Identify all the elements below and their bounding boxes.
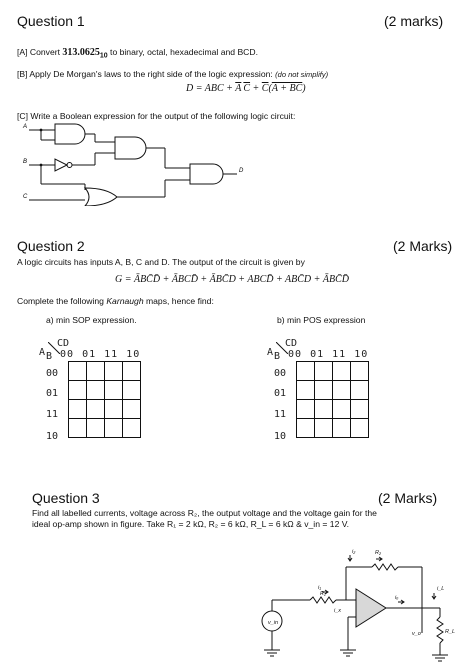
kmap-cell[interactable] — [351, 400, 369, 419]
q2-intro: A logic circuits has inputs A, B, C and D. The output of the circuit is given by — [17, 257, 305, 267]
kmap-col-headers — [60, 349, 140, 360]
q3-line-1: Find all labelled currents, voltage across R₂, the output voltage and the voltage gain for the — [32, 508, 377, 518]
q1-a-suffix: to binary, octal, hexadecimal and BCD. — [107, 47, 258, 57]
opamp-circuit-diagram — [250, 545, 465, 668]
not-gate — [55, 159, 67, 171]
r2-label: R₂ — [375, 550, 382, 556]
kmap-cell[interactable] — [315, 419, 333, 438]
kmap-row-00: 00 — [46, 368, 59, 379]
kmap-cell[interactable] — [315, 381, 333, 400]
q1-a-number: 313.0625 — [62, 47, 100, 58]
q3-line-2: ideal op-amp shown in figure. Take R₁ = 2 kΩ, R₂ = 6 kΩ, R_L = 6 kΩ & v_in = 12 V. — [32, 519, 350, 529]
kmap-cell[interactable] — [105, 419, 123, 438]
ix-label: i_x — [334, 608, 342, 614]
and-gate-2 — [115, 137, 146, 159]
kmap-col-11: 11 — [104, 349, 119, 360]
output-d-label: D — [239, 168, 244, 174]
question-2-marks: (2 Marks) — [393, 238, 453, 254]
kmap-cell[interactable] — [105, 381, 123, 400]
kmap-cell[interactable] — [297, 362, 315, 381]
expr-term-a-bar: $\overline{A}$ — [235, 83, 242, 94]
kmap-cell[interactable] — [333, 362, 351, 381]
q1-part-b — [17, 69, 328, 80]
q2-a-label: a) min SOP expression. — [46, 315, 137, 325]
kmap-col-00: 00 — [288, 349, 303, 360]
kmap-cell[interactable] — [105, 400, 123, 419]
kmap-cell[interactable] — [297, 400, 315, 419]
kmap-col-01: 01 — [82, 349, 97, 360]
kmap-corner-top: CD — [285, 338, 298, 349]
i1-label: i₁ — [318, 585, 321, 591]
q1-part-a — [17, 47, 258, 62]
kmap-cell[interactable] — [69, 362, 87, 381]
question-1-title: Question 1 — [17, 13, 85, 29]
resistor-r2 — [372, 564, 398, 570]
kmap-cell[interactable] — [315, 362, 333, 381]
question-3-marks: (2 Marks) — [378, 490, 438, 506]
q2-b-label: b) min POS expression — [277, 315, 366, 325]
kmap-col-11: 11 — [332, 349, 347, 360]
kmap-cell[interactable] — [123, 419, 141, 438]
or-gate — [85, 188, 117, 206]
q2-instruction-em: Karnaugh — [106, 296, 144, 306]
q2-instruction-pre: Complete the following — [17, 296, 107, 306]
input-b-label: B — [23, 159, 28, 165]
q1-a-base: 10 — [99, 52, 108, 60]
kmap-cell[interactable] — [87, 400, 105, 419]
kmap-cell[interactable] — [333, 419, 351, 438]
kmap-col-headers — [288, 349, 368, 360]
opamp-symbol — [356, 589, 386, 627]
kmap-cell[interactable] — [123, 381, 141, 400]
expr-term-c2-bar: $\overline{C}$ — [261, 83, 269, 94]
logic-circuit-diagram — [15, 120, 255, 206]
vin-label: v_in — [268, 620, 279, 626]
kmap-row-01: 01 — [274, 388, 287, 399]
q1-b-note: (do not simplify) — [275, 70, 329, 79]
q2-instruction — [17, 296, 214, 307]
kmap-row-11: 11 — [46, 409, 59, 420]
kmap-cell[interactable] — [333, 381, 351, 400]
kmap-sop — [38, 338, 168, 458]
kmap-pos — [266, 338, 396, 458]
kmap-cell[interactable] — [297, 381, 315, 400]
kmap-cell[interactable] — [105, 362, 123, 381]
input-c-label: C — [23, 194, 28, 200]
kmap-cell[interactable] — [297, 419, 315, 438]
expr-open: ( — [268, 83, 272, 94]
kmap-corner-a: A — [39, 347, 46, 358]
and-gate-1 — [55, 124, 85, 144]
kmap-row-11: 11 — [274, 409, 287, 420]
il-label: i_L — [437, 586, 445, 592]
kmap-corner-top: CD — [57, 338, 70, 349]
kmap-cell[interactable] — [351, 419, 369, 438]
kmap-row-00: 00 — [274, 368, 287, 379]
kmap-col-10: 10 — [354, 349, 369, 360]
kmap-col-01: 01 — [310, 349, 325, 360]
kmap-corner-diagonal — [48, 342, 60, 354]
kmap-corner-diagonal — [276, 342, 288, 354]
kmap-corner-b: B — [46, 351, 53, 362]
kmap-cell[interactable] — [69, 381, 87, 400]
r1-label: R₁ — [320, 591, 326, 597]
kmap-row-10: 10 — [46, 431, 59, 442]
kmap-cell[interactable] — [333, 400, 351, 419]
kmap-col-00: 00 — [60, 349, 75, 360]
kmap-sop-grid — [68, 361, 141, 438]
kmap-pos-grid — [296, 361, 369, 438]
io-label: iₒ — [395, 595, 399, 601]
expr-term-c-bar: $\overline{C}$ — [243, 83, 251, 94]
expr-close: ) — [302, 83, 306, 94]
vo-label: v_o — [412, 631, 421, 637]
q2-expression: G = ĀBC̄D̄ + ĀBCD̄ + ĀBC̄D + ABCD̄ + ABC̄D + ĀBC̄D̄ — [115, 274, 349, 285]
kmap-cell[interactable] — [69, 419, 87, 438]
kmap-cell[interactable] — [69, 400, 87, 419]
kmap-row-01: 01 — [46, 388, 59, 399]
question-2-title: Question 2 — [17, 238, 85, 254]
kmap-cell[interactable] — [123, 362, 141, 381]
kmap-cell[interactable] — [351, 362, 369, 381]
i2-label: i₂ — [352, 549, 356, 555]
input-a-label: A — [23, 124, 28, 130]
kmap-cell[interactable] — [123, 400, 141, 419]
q1-b-text: [B] Apply De Morgan's laws to the right side of the logic expression: — [17, 69, 273, 79]
expr-plus: + — [250, 83, 262, 94]
kmap-cell[interactable] — [87, 419, 105, 438]
question-1-marks: (2 marks) — [384, 13, 444, 29]
kmap-cell[interactable] — [315, 400, 333, 419]
expr-lhs: D = ABC + — [186, 83, 236, 94]
kmap-cell[interactable] — [351, 381, 369, 400]
expr-term-group-bar: A + BC — [271, 83, 303, 94]
q1-b-expression — [186, 83, 306, 94]
kmap-corner-a: A — [267, 347, 274, 358]
kmap-cell[interactable] — [87, 362, 105, 381]
q1-a-prefix: [A] Convert — [17, 47, 63, 57]
resistor-rl — [437, 617, 443, 643]
rl-label: R_L — [445, 629, 456, 635]
question-3-title: Question 3 — [32, 490, 100, 506]
kmap-corner-b: B — [274, 351, 281, 362]
and-gate-final — [190, 164, 223, 184]
resistor-r1 — [310, 597, 336, 603]
q2-instruction-post: maps, hence find: — [143, 296, 214, 306]
kmap-col-10: 10 — [126, 349, 141, 360]
kmap-row-10: 10 — [274, 431, 287, 442]
q1-part-c: [C] Write a Boolean expression for the output of the following logic circuit: — [17, 111, 296, 121]
kmap-cell[interactable] — [87, 381, 105, 400]
